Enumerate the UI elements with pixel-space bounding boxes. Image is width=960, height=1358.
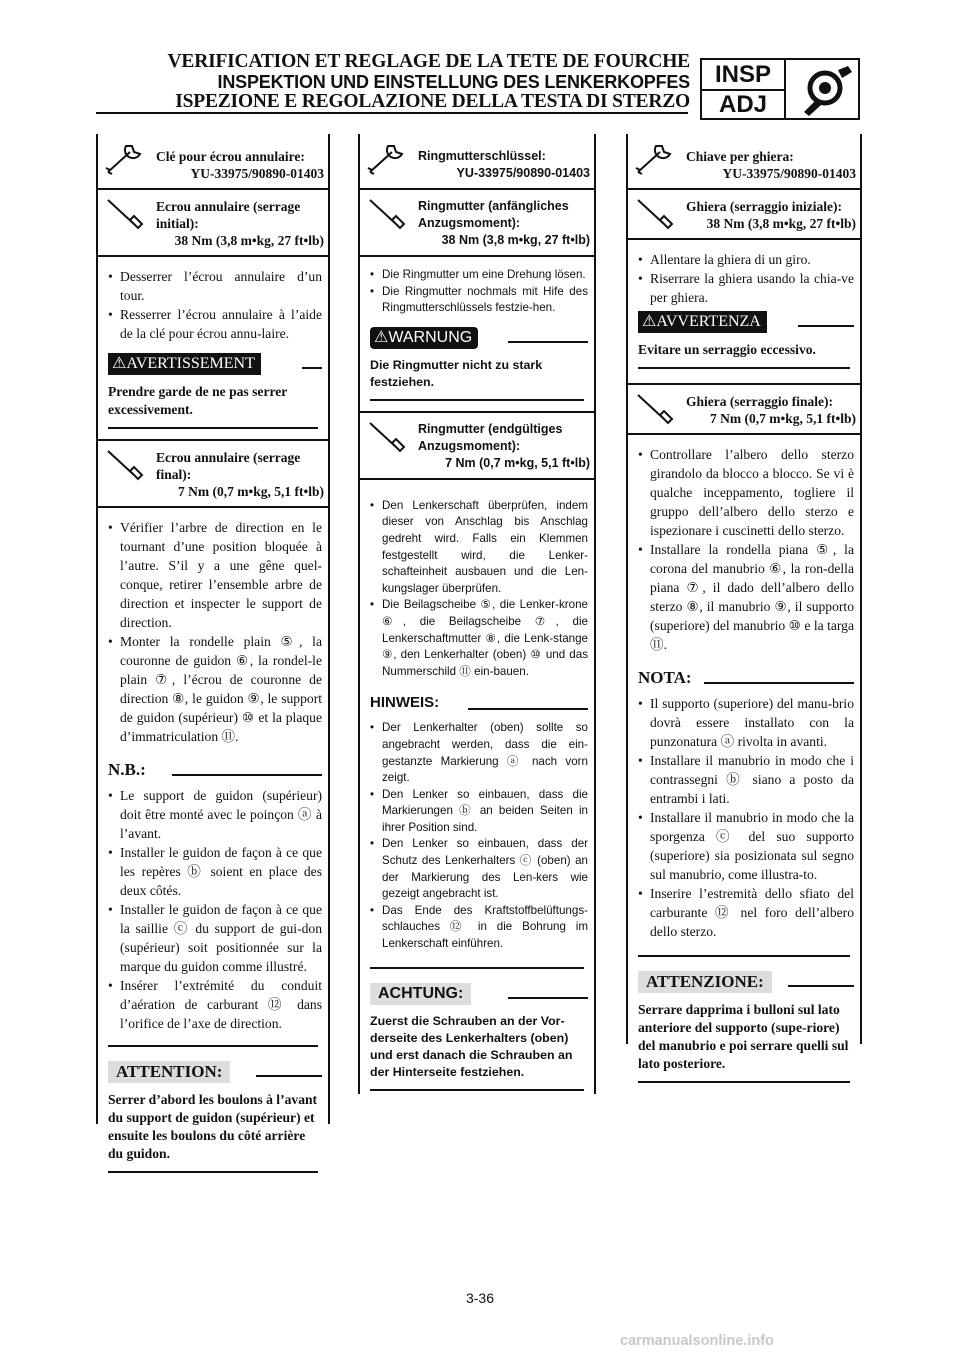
list-item: • Das Ende des Kraftstoffbelüftungs-schlauches ⑫ in die Bohrung im Lenkerschaft einführen. xyxy=(370,903,588,953)
steps-list xyxy=(628,435,860,654)
torque-name: Ringmutter (endgültiges Anzugsmoment): xyxy=(418,421,563,453)
steps-list xyxy=(98,508,328,746)
caution-label: ATTENZIONE: xyxy=(638,971,772,993)
note-label: HINWEIS: xyxy=(370,694,440,712)
note-rule xyxy=(704,682,854,684)
warning-rule xyxy=(798,325,854,327)
caution-header xyxy=(638,971,854,995)
list-item: • Die Ringmutter um eine Drehung lösen. xyxy=(370,267,588,284)
tool-spec xyxy=(360,134,594,188)
note-rule xyxy=(172,774,322,776)
note-label: NOTA: xyxy=(638,668,692,687)
caution-rule xyxy=(788,985,854,987)
list-item: • Installare il manubrio in modo che la sporgenza ⓒ del suo supporto (superiore) sia posizionata sul segno sul manubrio, come illustra-to. xyxy=(638,808,854,884)
watermark: carmanualsonline.info xyxy=(620,1333,774,1349)
steps-list xyxy=(360,480,594,681)
list-item: • Die Beilagscheibe ⑤, die Lenker-krone ⑥, die Beilagscheibe ⑦, die Lenkerschaftmutter ⑧, die Lenk-stange ⑨, den Lenkerhalter (oben) ⑩ und das Nummerschild ⑪ ein-bauen. xyxy=(370,597,588,680)
section-rule xyxy=(108,1171,318,1173)
tool-name: Clé pour écrou annulaire: xyxy=(156,149,305,164)
notes-list xyxy=(360,716,594,952)
tool-name: Chiave per ghiera: xyxy=(686,149,794,164)
section-rule xyxy=(108,427,318,429)
badge-insp: INSP xyxy=(702,60,784,91)
list-item: • Der Lenkerhalter (oben) sollte so angebracht werden, dass die ein-gestanzte Markierung ⓐ nach vorn zeigt. xyxy=(370,720,588,786)
section-rule xyxy=(370,1089,584,1091)
tool-name: Ringmutterschlüssel: xyxy=(418,149,546,163)
warning-header xyxy=(108,353,322,377)
torque-name: Ghiera (serraggio finale): xyxy=(686,394,833,409)
tool-part-number: YU-33975/90890-01403 xyxy=(190,166,324,181)
list-item: • Installer le guidon de façon à ce que la saillie ⓒ du support de gui-don (supérieur) soit positionnée sur la marque du guidon comme illustré. xyxy=(108,900,322,976)
list-item: • Vérifier l’arbre de direction en le tournant d’une position bloquée à l’autre. S’il y a une gêne quel-conque, retirer l’ensemble arbre de direction et inspecter le support de direction. xyxy=(108,518,322,632)
note-label: N.B.: xyxy=(108,760,146,779)
list-item: • Desserrer l’écrou annulaire d’un tour. xyxy=(108,267,322,305)
torque-spec-final xyxy=(628,383,860,433)
torque-name: Ringmutter (anfängliches Anzugsmoment): xyxy=(418,199,569,230)
tool-spec xyxy=(628,134,860,188)
caution-label: ACHTUNG: xyxy=(370,983,471,1005)
torque-wrench-icon xyxy=(104,196,148,236)
warning-header xyxy=(638,311,854,335)
torque-spec-final xyxy=(98,439,328,506)
steps-list xyxy=(628,240,860,307)
warning-label: ⚠AVERTISSEMENT xyxy=(108,353,261,375)
warning-text: Evitare un serraggio eccessivo. xyxy=(638,342,816,357)
header-title-it: ISPEZIONE E REGOLAZIONE DELLA TESTA DI STERZO xyxy=(175,91,690,112)
list-item: • Insérer l’extrémité du conduit d’aération de carburant ⑫ dans l’orifice de l’axe de direction. xyxy=(108,976,322,1033)
torque-wrench-icon xyxy=(634,196,678,236)
badge-divider xyxy=(784,60,786,118)
list-item: • Den Lenker so einbauen, dass die Markierungen ⓑ an beiden Seiten in ihrer Position sind. xyxy=(370,787,588,837)
steps-list xyxy=(98,257,328,343)
torque-value: 7 Nm (0,7 m•kg, 5,1 ft•lb) xyxy=(710,411,856,426)
steps-list xyxy=(360,257,594,317)
caution-header xyxy=(108,1061,322,1085)
torque-spec-initial xyxy=(98,188,328,255)
list-item: • Il supporto (superiore) del manu-brio dovrà essere installato con la punzonatura ⓐ rivolta in avanti. xyxy=(638,694,854,751)
notes-list xyxy=(628,690,860,941)
note-rule xyxy=(468,708,588,710)
section-rule xyxy=(638,955,850,957)
torque-value: 38 Nm (3,8 m•kg, 27 ft•lb) xyxy=(441,233,590,247)
torque-spec-initial xyxy=(360,188,594,255)
torque-value: 38 Nm (3,8 m•kg, 27 ft•lb) xyxy=(706,216,856,231)
list-item: • Controllare l’albero dello sterzo girandolo da blocco a blocco. Se vi è qualche inceppamento, togliere il gruppo dell’albero dello sterzo e ispezionare i cuscinetti dello sterzo. xyxy=(638,445,854,540)
list-item: • Die Ringmutter nochmals mit Hife des Ringmutterschlüssels festzie-hen. xyxy=(370,284,588,317)
torque-name: Ghiera (serraggio iniziale): xyxy=(686,199,842,214)
warning-rule xyxy=(508,341,588,343)
torque-wrench-icon xyxy=(104,447,148,487)
warning-label: ⚠AVVERTENZA xyxy=(638,311,767,333)
section-rule xyxy=(370,399,584,401)
torque-name: Ecrou annulaire (serrage final): xyxy=(156,450,301,482)
header-rule xyxy=(96,112,688,114)
header-title-fr: VERIFICATION ET REGLAGE DE LA TETE DE FOURCHE xyxy=(167,51,690,72)
badge-adj: ADJ xyxy=(718,91,767,118)
warning-triangle-icon: ⚠ xyxy=(112,355,127,372)
page-number: 3-36 xyxy=(465,1290,495,1306)
torque-value: 7 Nm (0,7 m•kg, 5,1 ft•lb) xyxy=(445,455,590,470)
tool-part-number: YU-33975/90890-01403 xyxy=(722,166,856,181)
section-rule xyxy=(638,1081,850,1083)
wrench-icon xyxy=(366,140,410,176)
wrench-icon xyxy=(104,140,148,176)
caution-rule xyxy=(508,997,588,999)
section-badge xyxy=(700,58,860,120)
list-item: • Le support de guidon (supérieur) doit être monté avec le poinçon ⓐ à l’avant. xyxy=(108,786,322,843)
list-item: • Installer le guidon de façon à ce que les repères ⓑ soient en place des deux côtés. xyxy=(108,843,322,900)
note-header xyxy=(370,694,588,716)
torque-spec-final xyxy=(360,411,594,478)
notes-list xyxy=(98,782,328,1033)
warning-header xyxy=(370,327,588,351)
list-item: • Inserire l’estremità dello sfiato del carburante ⑫ nel foro dell’albero dello sterzo. xyxy=(638,884,854,941)
caution-text: Zuerst die Schrauben an der Vor-derseite des Lenkerhalters (oben) und erst danach die Schrauben an der Hinterseite festziehen. xyxy=(370,1013,573,1079)
column-divider-it-end xyxy=(860,134,862,1044)
column-divider-fr-end xyxy=(328,134,330,1124)
page-header xyxy=(150,52,690,112)
warning-triangle-icon: ⚠ xyxy=(642,313,657,330)
section-rule xyxy=(108,1045,318,1047)
column-french xyxy=(98,134,328,1183)
list-item: • Installare il manubrio in modo che i contrassegni ⓑ siano a posto da entrambi i lati. xyxy=(638,751,854,808)
list-item: • Den Lenkerschaft überprüfen, indem dieser von Anschlag bis Anschlag gedreht wird. Falls ein Klemmen festgestellt wird, die Lenker-schafteinheit ausbauen und die Len-kungslager überprüfen. xyxy=(370,498,588,598)
column-italian xyxy=(628,134,860,1093)
caution-text: Serrare dapprima i bulloni sul lato anteriore del supporto (supe-riore) del manubrio e poi serrare quelli sul lato posteriore. xyxy=(638,1002,849,1071)
list-item: • Riserrare la ghiera usando la chia-ve per ghiera. xyxy=(638,269,854,307)
warning-text: Die Ringmutter nicht zu stark festziehen. xyxy=(370,357,543,389)
caution-label: ATTENTION: xyxy=(108,1061,230,1083)
section-rule xyxy=(638,367,850,369)
list-item: • Installare la rondella piana ⑤, la corona del manubrio ⑥, la ron-della piana ⑦, il dado dell’albero dello sterzo ⑧, il manubrio ⑨, il supporto (superiore) del manubrio ⑩ e la targa ⑪. xyxy=(638,540,854,654)
warning-label: ⚠WARNUNG xyxy=(370,327,478,349)
header-title-de: INSPEKTION UND EINSTELLUNG DES LENKERKOPFES xyxy=(217,72,690,92)
section-rule xyxy=(370,967,584,969)
note-header xyxy=(638,668,854,690)
warning-rule xyxy=(302,367,322,369)
torque-value: 7 Nm (0,7 m•kg, 5,1 ft•lb) xyxy=(178,484,324,499)
caution-text: Serrer d’abord les boulons à l’avant du support de guidon (supérieur) et ensuite les boulons du côté arrière du guidon. xyxy=(108,1092,318,1161)
torque-wrench-icon xyxy=(366,196,410,236)
column-german xyxy=(360,134,594,1101)
torque-spec-initial xyxy=(628,188,860,238)
torque-name: Ecrou annulaire (serrage initial): xyxy=(156,199,301,231)
caution-header xyxy=(370,983,588,1007)
wrench-gauge-icon xyxy=(794,64,856,116)
caution-rule xyxy=(256,1075,322,1077)
list-item: • Allentare la ghiera di un giro. xyxy=(638,250,854,269)
torque-wrench-icon xyxy=(366,419,410,459)
list-item: • Monter la rondelle plain ⑤, la couronne de guidon ⑥, la rondel-le plain ⑦, l’écrou de couronne de direction ⑧, le guidon ⑨, le support de guidon (supérieur) ⑩ et la plaque d’immatriculation ⑪. xyxy=(108,632,322,746)
note-header xyxy=(108,760,322,782)
wrench-icon xyxy=(634,140,678,176)
tool-spec xyxy=(98,134,328,188)
warning-text: Prendre garde de ne pas serrer excessivement. xyxy=(108,384,288,417)
list-item: • Resserrer l’écrou annulaire à l’aide de la clé pour écrou annu-laire. xyxy=(108,305,322,343)
column-divider-de-end xyxy=(594,134,596,1094)
warning-triangle-icon: ⚠ xyxy=(374,328,389,346)
list-item: • Den Lenker so einbauen, dass der Schutz des Lenkerhalters ⓒ (oben) an der Markierung des Len-kers wie gezeigt angebracht ist. xyxy=(370,836,588,902)
torque-value: 38 Nm (3,8 m•kg, 27 ft•lb) xyxy=(174,233,324,248)
torque-wrench-icon xyxy=(634,391,678,431)
tool-part-number: YU-33975/90890-01403 xyxy=(456,166,590,180)
